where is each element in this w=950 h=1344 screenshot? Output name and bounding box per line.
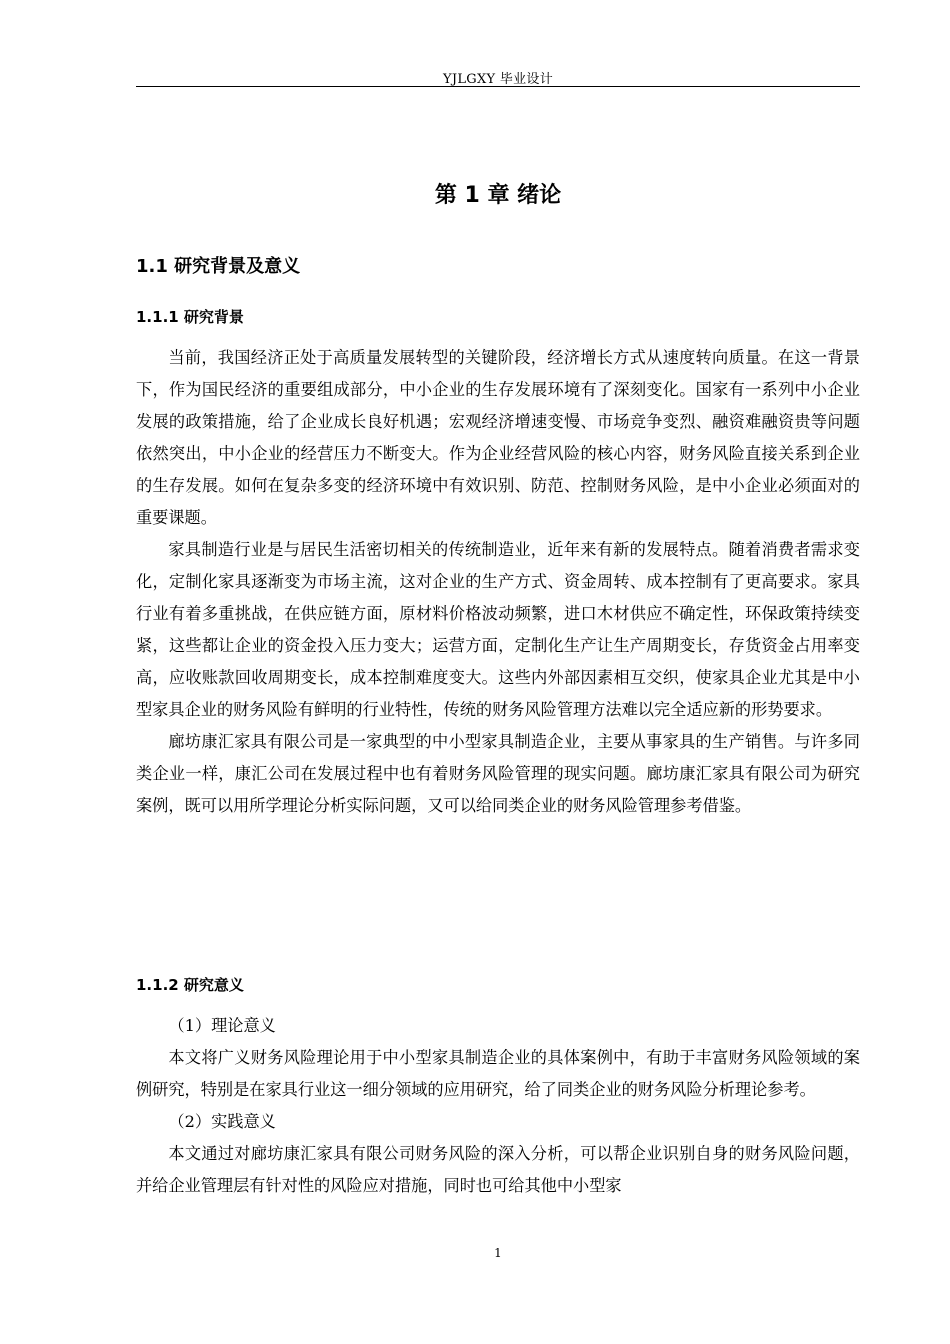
paragraph: 当前，我国经济正处于高质量发展转型的关键阶段，经济增长方式从速度转向质量。在这一背景下，作为国民经济的重要组成部分，中小企业的生存发展环境有了深刻变化。国家有一系列中小企业发展的政策措施，给了企业成长良好机遇；宏观经济增速变慢、市场竞争变烈、融资难融资贵等问题依然突出，中小企业的经营压力不断变大。作为企业经营风险的核心内容，财务风险直接关系到企业的生存发展。如何在复杂多变的经济环境中有效识别、防范、控制财务风险，是中小企业必须面对的重要课题。 [136, 348, 860, 527]
paragraph: 本文通过对廊坊康汇家具有限公司财务风险的深入分析，可以帮企业识别自身的财务风险问题，并给企业管理层有针对性的风险应对措施，同时也可给其他中小型家 [136, 1144, 860, 1195]
header-rule [136, 86, 860, 87]
subsection-heading-background: 1.1.1 研究背景 [136, 308, 244, 326]
paragraph: 廊坊康汇家具有限公司是一家典型的中小型家具制造企业，主要从事家具的生产销售。与许多同类企业一样，康汇公司在发展过程中也有着财务风险管理的现实问题。廊坊康汇家具有限公司为研究案例，既可以用所学理论分析实际问题，又可以给同类企业的财务风险管理参考借鉴。 [136, 732, 860, 815]
section-heading: 1.1 研究背景及意义 [136, 256, 301, 277]
subsection-heading-significance: 1.1.2 研究意义 [136, 976, 244, 994]
background-text [136, 342, 860, 822]
chapter-title: 第 1 章 绪论 [434, 183, 562, 208]
running-header: YJLGXY 毕业设计 [442, 72, 554, 87]
item-heading: （1）理论意义 [168, 1016, 276, 1035]
significance-text [136, 1010, 860, 1202]
paragraph: 家具制造行业是与居民生活密切相关的传统制造业，近年来有新的发展特点。随着消费者需求变化，定制化家具逐渐变为市场主流，这对企业的生产方式、资金周转、成本控制有了更高要求。家具行业有着多重挑战，在供应链方面，原材料价格波动频繁，进口木材供应不确定性，环保政策持续变紧，这些都让企业的资金投入压力变大；运营方面，定制化生产让生产周期变长，存货资金占用率变高，应收账款回收周期变长，成本控制难度变大。这些内外部因素相互交织，使家具企业尤其是中小型家具企业的财务风险有鲜明的行业特性，传统的财务风险管理方法难以完全适应新的形势要求。 [136, 540, 860, 719]
item-heading: （2）实践意义 [168, 1112, 276, 1131]
page-number: 1 [494, 1246, 502, 1260]
paragraph: 本文将广义财务风险理论用于中小型家具制造企业的具体案例中，有助于丰富财务风险领域的案例研究，特别是在家具行业这一细分领域的应用研究，给了同类企业的财务风险分析理论参考。 [136, 1048, 860, 1099]
